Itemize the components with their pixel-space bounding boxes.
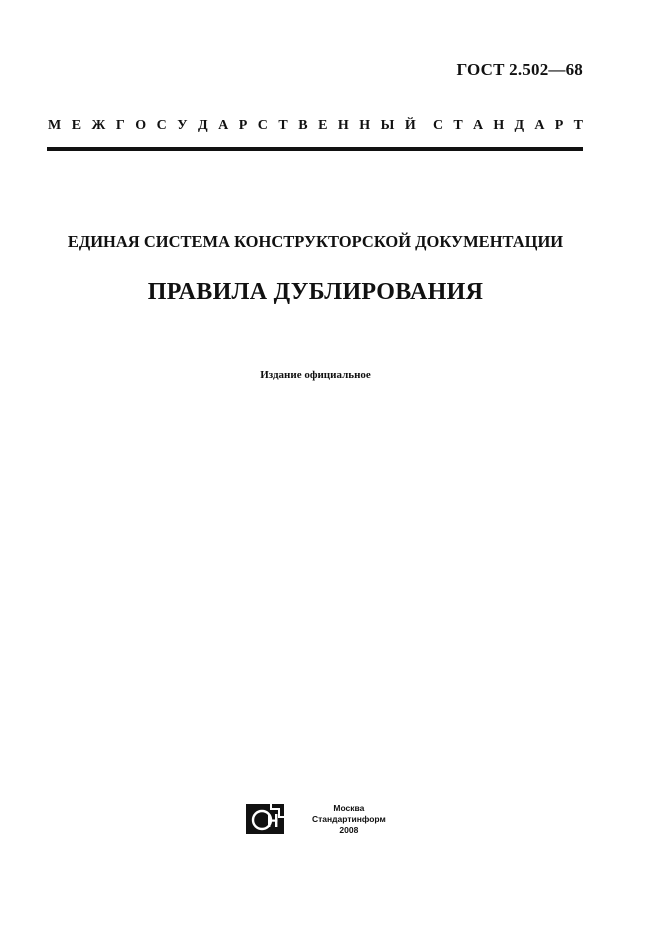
letter: Й: [404, 118, 416, 133]
letter: Е: [318, 118, 328, 133]
publisher-block: [246, 802, 386, 836]
letter: А: [218, 118, 229, 133]
letter: Т: [573, 118, 583, 133]
letter: О: [135, 118, 147, 133]
standard-type-word-interstate: [48, 118, 416, 134]
publisher-name: Стандартинформ: [312, 813, 386, 824]
letter: Д: [198, 118, 208, 133]
edition-note: Издание официальное: [260, 369, 371, 381]
letter: С: [433, 118, 444, 133]
standard-type-heading: [48, 118, 583, 134]
letter: А: [534, 118, 545, 133]
publisher-city: Москва: [333, 802, 365, 813]
letter: А: [472, 118, 484, 133]
system-title: ЕДИНАЯ СИСТЕМА КОНСТРУКТОРСКОЙ ДОКУМЕНТАЦИИ: [67, 232, 564, 251]
publisher-year: 2008: [339, 824, 359, 835]
letter: Е: [71, 118, 82, 133]
publisher-text: [312, 803, 386, 836]
letter: Ж: [91, 118, 106, 133]
standard-type-word-standard: [433, 118, 583, 134]
letter: Р: [554, 118, 564, 133]
standard-code: ГОСТ 2.502—68: [456, 60, 583, 79]
letter: С: [257, 118, 268, 133]
document-title: ПРАВИЛА ДУБЛИРОВАНИЯ: [147, 279, 484, 305]
letter: Т: [453, 118, 463, 133]
letter: Т: [278, 118, 288, 133]
letter: Р: [238, 118, 248, 133]
letter: М: [48, 118, 62, 133]
letter: Н: [493, 118, 505, 133]
letter: С: [156, 118, 167, 133]
letter: Г: [115, 118, 125, 133]
standards-publisher-logo-icon: [246, 802, 286, 836]
letter: Д: [514, 118, 525, 133]
letter: У: [177, 118, 188, 133]
letter: Н: [337, 118, 349, 133]
letter: Ы: [380, 118, 395, 133]
heading-divider: [47, 147, 583, 151]
letter: Н: [359, 118, 371, 133]
letter: В: [298, 118, 308, 133]
